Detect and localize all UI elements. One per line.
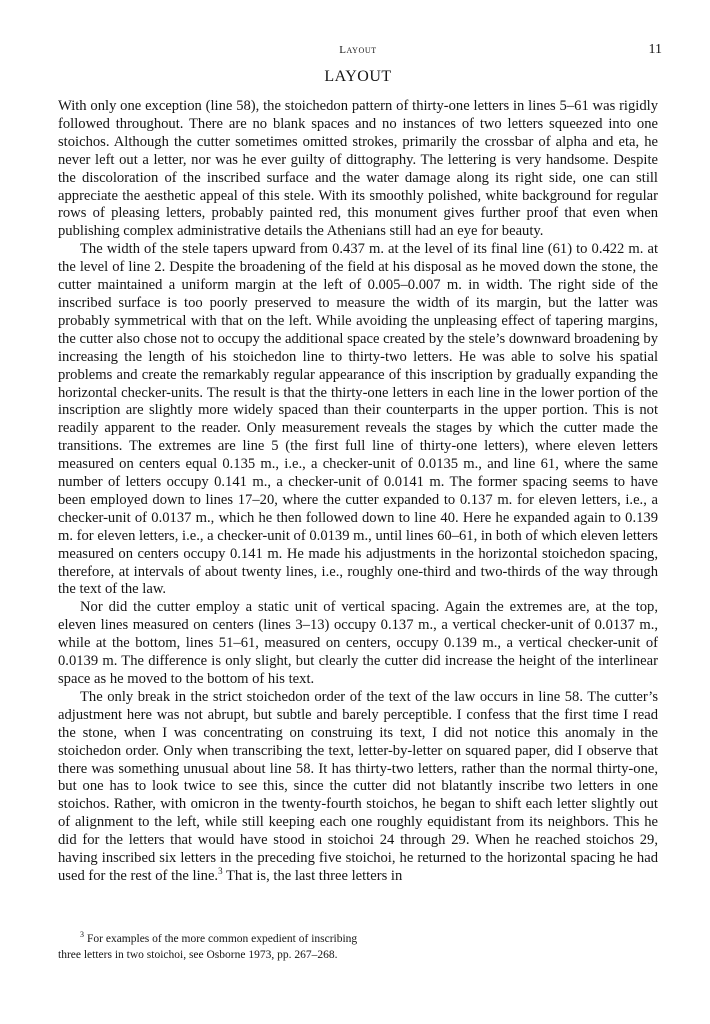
paragraph-2: The width of the stele tapers upward from 0.437 m. at the level of its final line (61) to 0.422 m. at the level of line 2. Despite the broadening of the field at his disposal as he moved down the stone, the cutter maintained a uniform margin at the left of 0.005–0.007 m. in width. The right side of the inscribed surface is too poorly preserved to measure the width of its margin, but the latter was probably symmetrical with that on the left. While avoiding the unpleasing effect of tapering margins, the cutter also chose not to occupy the additional space created by the stele’s downward broadening by increasing the length of his stoichedon line to thirty-two letters. He was able to solve his spatial problems and create the remarkably regular appearance of this inscription by gradually expanding the horizontal checker-units. The result is that the thirty-one letters in each line in the lower portion of the inscription are slightly more widely spaced than their counterparts in the upper portion. This is not readily apparent to the reader. Only measurement reveals the stages by which the cutter made the transitions. The extremes are line 5 (the first full line of thirty-one letters), where eleven letters measured on centers equal 0.135 m., i.e., a checker-unit of 0.0135 m., and line 61, where the same number of letters occupy 0.141 m., a checker-unit of 0.0141 m. The former spacing seems to have been employed down to lines 17–20, where the cutter expanded to 0.137 m. for eleven letters, i.e., a checker-unit of 0.0137 m., which he then followed down to line 40. Here he expanded again to 0.139 m. for eleven letters, i.e., a checker-unit of 0.0139 m., until lines 60–61, in both of which eleven letters measured on centers occupy 0.141 m. He made his adjustments in the horizontal stoichedon spacing, therefore, at intervals of about twenty lines, i.e., roughly one-third and two-thirds of the way through the text of the law. [58,241,658,598]
paragraph-4-text: The only break in the strict stoichedon order of the text of the law occurs in line 58. The cutter’s adjustment here was not abrupt, but subtle and barely perceptible. I confess that the first time I read the stone, when I was concentrating on construing its text, I did not notice this anomaly in the stoichedon order. Only when transcribing the text, letter-by-letter on squared paper, did I observe that there was something unusual about line 58. It has thirty-two letters, rather than the normal thirty-one, but one has to look twice to see this, since the cutter did not blatantly inscribe two letters in one stoichos. Rather, with omicron in the twenty-fourth stoichos, he began to shift each letter slightly out of alignment to the left, while still keeping each one roughly equidistant from its neighbors. This he did for the letters that would have stood in stoichoi 24 through 29. When he reached stoichos 29, having inscribed six letters in the preceding five stoichoi, he returned to the horizontal spacing he had used for the rest of the line. [58,688,658,884]
footnote [58,932,358,963]
body-text [58,98,658,886]
paragraph-1: With only one exception (line 58), the stoichedon pattern of thirty-one letters in lines 5–61 was rigidly followed throughout. There are no blank spaces and no instances of two letters squeezed into one stoichos. Although the cutter sometimes omitted strokes, primarily the crossbar of alpha and eta, he never left out a letter, nor was he ever guilty of dittography. The lettering is very handsome. Despite the discoloration of the inscribed surface and the water damage along its right side, one can still appreciate the aesthetic appeal of this stele. With its smoothly polished, white background for regular rows of pleasing letters, probably painted red, this monument gives further proof that even when publishing complex administrative details the Athenians still had an eye for beauty. [58,98,658,240]
page [58,36,662,886]
paragraph-4 [58,689,658,886]
footnote-reference[interactable]: 3 [218,866,223,877]
running-head [58,36,662,58]
section-title: LAYOUT [324,68,392,85]
footnotes [58,932,358,963]
footnote-text: For examples of the more common expedient of inscribing three letters in two stoichoi, see Osborne 1973, pp. 267–268. [58,933,358,961]
page-number: 11 [648,42,662,57]
running-title: Layout [339,44,377,56]
footnote-marker: 3 [80,930,84,940]
paragraph-3: Nor did the cutter employ a static unit of vertical spacing. Again the extremes are, at the top, eleven lines measured on centers (lines 3–13) occupy 0.137 m., a vertical checker-unit of 0.0137 m., while at the bottom, lines 51–61, measured on centers, occupy 0.139 m., a vertical checker-unit of 0.0139 m. The difference is only slight, but clearly the cutter did increase the height of the interlinear space as he moved to the bottom of his text. [58,599,658,687]
paragraph-4-continuation: That is, the last three letters in [222,867,403,884]
